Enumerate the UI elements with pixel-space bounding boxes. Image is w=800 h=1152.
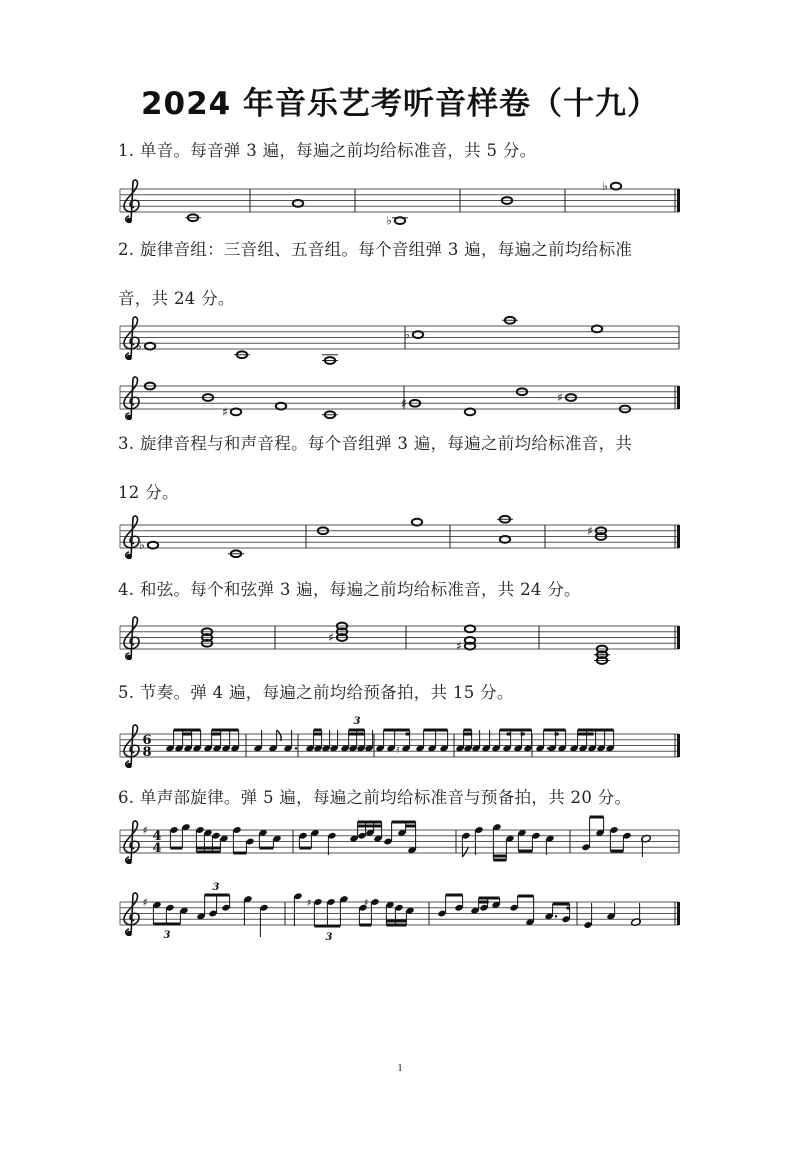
- question-4-prompt: 4. 和弦。每个和弦弹 3 遍，每遍之前均给标准音，共 24 分。: [118, 580, 581, 599]
- whole-note: [231, 408, 241, 415]
- staff-6-2: [120, 882, 680, 943]
- time-signature-bottom: 8: [142, 745, 152, 760]
- sharp-icon: ♯: [363, 898, 369, 909]
- time-signature-bottom: 4: [152, 841, 162, 856]
- whole-note: [413, 331, 423, 338]
- question-6-prompt: 6. 单声部旋律。弹 5 遍，每遍之前均给标准音与预备拍，共 20 分。: [118, 788, 632, 807]
- dot: [547, 747, 549, 749]
- treble-clef-icon: [124, 821, 139, 863]
- sharp-icon: ♯: [306, 898, 312, 909]
- final-barline-thick: [677, 386, 680, 409]
- staff-2-1: [120, 317, 679, 364]
- whole-note: [465, 408, 475, 415]
- whole-note: [592, 325, 602, 332]
- whole-note: [276, 403, 286, 410]
- tuplet-number: 3: [212, 882, 220, 893]
- dot: [555, 915, 557, 917]
- staff-1-1: [120, 179, 680, 228]
- sharp-icon: ♯: [401, 396, 407, 411]
- whole-note: [500, 536, 510, 543]
- staff-6-1: [120, 817, 679, 863]
- key-signature-sharp-icon: ♯: [142, 896, 148, 909]
- sharp-icon: ♯: [222, 404, 228, 419]
- final-barline-thick: [677, 734, 680, 757]
- staff-3-1: [120, 516, 680, 559]
- whole-note: [611, 183, 621, 190]
- question-3-prompt-line1: 3. 旋律音程与和声音程。每个音组弹 3 遍，每遍之前均给标准音，共: [118, 434, 633, 453]
- clef-dot: [127, 415, 132, 420]
- final-barline-thick: [677, 525, 680, 548]
- sharp-icon: ♯: [587, 523, 593, 538]
- whole-note: [293, 200, 303, 207]
- whole-note: [465, 625, 475, 632]
- treble-clef-icon: [124, 516, 139, 558]
- question-1-prompt: 1. 单音。每音弹 3 遍，每遍之前均给标准音，共 5 分。: [118, 141, 537, 160]
- sharp-icon: ♯: [456, 639, 462, 654]
- eighth-flag: [462, 847, 468, 857]
- sharp-icon: ♯: [328, 630, 334, 645]
- clef-dot: [127, 763, 132, 768]
- treble-clef-icon: [124, 377, 139, 419]
- treble-clef-icon: [124, 180, 139, 222]
- flat-icon: ♭: [386, 213, 392, 228]
- time-signature-top: 6: [142, 733, 152, 748]
- final-barline-thick: [677, 189, 680, 212]
- flat-icon: ♭: [136, 339, 142, 354]
- staff-4-1: [120, 617, 680, 664]
- treble-clef-icon: [124, 725, 139, 767]
- sharp-icon: ♯: [557, 390, 563, 405]
- whole-note: [412, 519, 422, 526]
- dot: [295, 747, 297, 749]
- key-signature-sharp-icon: ♯: [142, 824, 148, 837]
- clef-dot: [127, 218, 132, 223]
- whole-note: [148, 542, 158, 549]
- final-barline-thick: [677, 626, 680, 649]
- whole-note: [145, 343, 155, 350]
- tuplet-number: 3: [163, 930, 171, 941]
- flat-icon: ♭: [404, 327, 410, 342]
- flat-icon: ♭: [602, 179, 608, 194]
- clef-dot: [127, 859, 132, 864]
- clef-dot: [127, 554, 132, 559]
- staff-5-1: [120, 716, 680, 767]
- page-number: 1: [397, 1062, 403, 1074]
- flat-icon: ♭: [139, 538, 145, 553]
- question-2-prompt-line1: 2. 旋律音组：三音组、五音组。每个音组弹 3 遍，每遍之前均给标准: [118, 240, 633, 259]
- staff-2-2: [120, 377, 680, 419]
- sixteenth-rest-icon: 𝄿: [396, 742, 400, 756]
- tuplet-number: 3: [353, 716, 361, 727]
- page-title: 2024 年音乐艺考听音样卷（十九）: [140, 86, 660, 122]
- question-2-prompt-line2: 音，共 24 分。: [118, 289, 235, 308]
- question-3-prompt-line2: 12 分。: [118, 483, 179, 502]
- clef-dot: [127, 931, 132, 936]
- final-barline-thick: [677, 902, 680, 925]
- clef-dot: [127, 355, 132, 360]
- time-signature-top: 4: [152, 829, 162, 844]
- treble-clef-icon: [124, 617, 139, 659]
- treble-clef-icon: [124, 893, 139, 935]
- clef-dot: [127, 655, 132, 660]
- tuplet-number: 3: [325, 932, 333, 943]
- question-5-prompt: 5. 节奏。弹 4 遍，每遍之前均给预备拍，共 15 分。: [118, 683, 514, 702]
